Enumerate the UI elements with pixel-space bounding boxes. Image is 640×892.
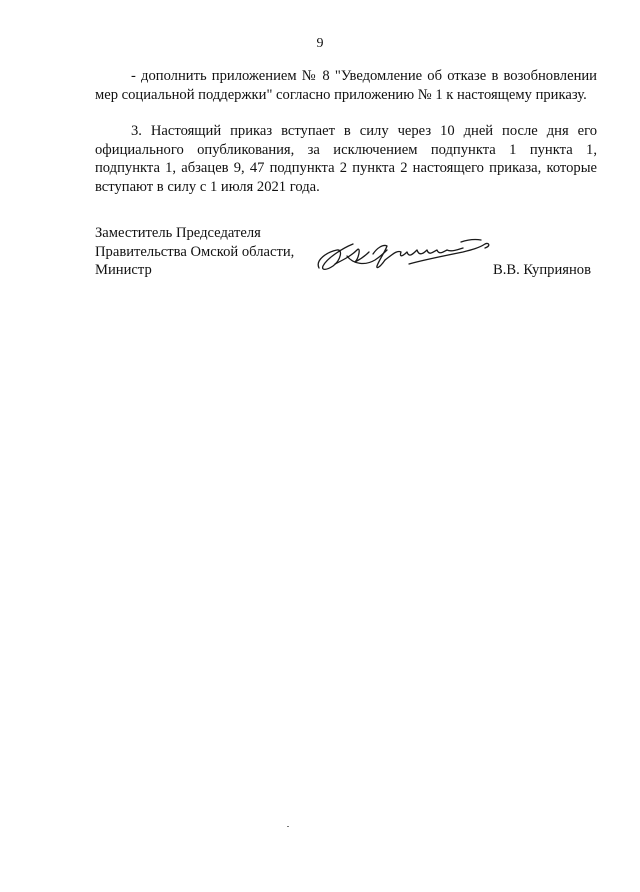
page-number: 9 [316,36,324,51]
paragraph-amendment: - дополнить приложением № 8 "Уведомление об отказе в возобновлении мер социальной поддержки" согласно приложению № 1 к настоящему приказу. [95,68,597,103]
paragraph-effective-date: 3. Настоящий приказ вступает в силу через 10 дней после дня его официального опубликования, за исключением подпункта 1 пункта 1, подпункта 1, абзацев 9, 47 подпункта 2 пункта 2 настоящего приказа, которые вступают в силу с 1 июля 2021 года. [95,123,597,195]
signatory-position-line: Заместитель Председателя [95,225,261,241]
scan-speck [287,826,289,827]
handwritten-signature [313,230,493,280]
signatory-position-line: Правительства Омской области, [95,243,295,260]
signatory-position [95,224,294,280]
signatory-name: В.В. Куприянов [493,262,591,278]
signatory-position-line: Министр [95,262,152,278]
